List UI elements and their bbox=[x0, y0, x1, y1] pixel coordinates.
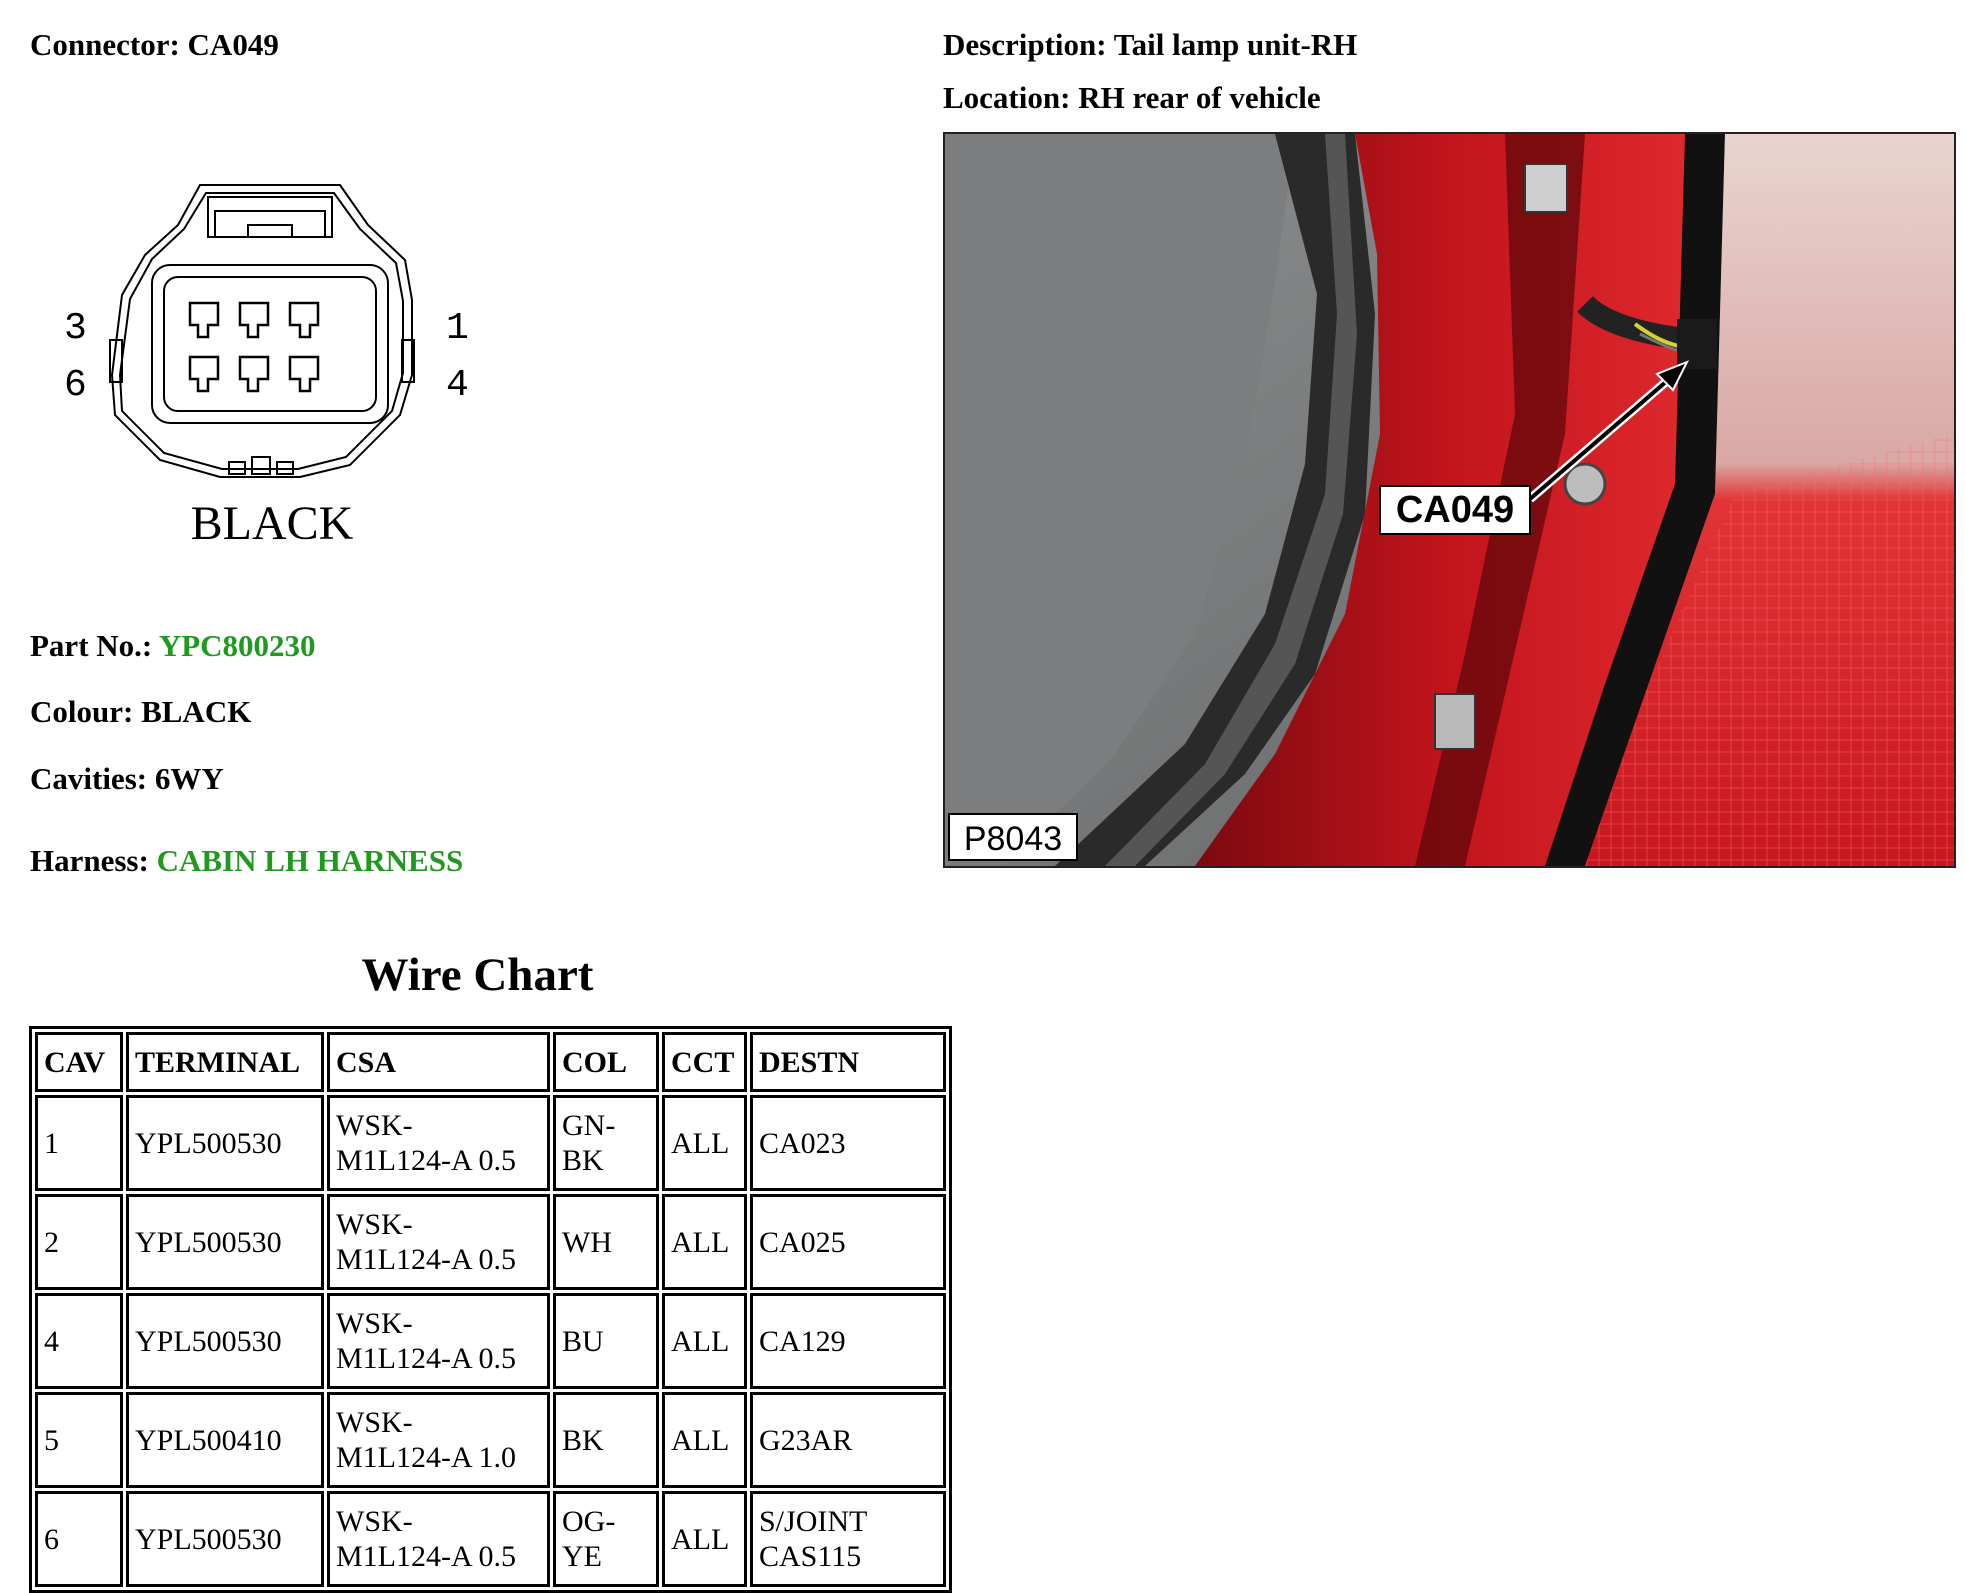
description-label: Description: bbox=[943, 27, 1107, 62]
cell-csa-line-1: WSK- bbox=[336, 1406, 413, 1439]
cell-cav: 4 bbox=[35, 1293, 123, 1389]
cell-csa-line-1: WSK- bbox=[336, 1109, 413, 1142]
cell-cct: ALL bbox=[662, 1392, 747, 1488]
location-photo bbox=[943, 132, 1956, 868]
cell-col-line-1: GN- bbox=[562, 1109, 616, 1142]
colour-line bbox=[30, 696, 251, 727]
cell-csa-line-1: WSK- bbox=[336, 1307, 413, 1340]
cell-csa-line-1: WSK- bbox=[336, 1208, 413, 1241]
cell-cct: ALL bbox=[662, 1095, 747, 1191]
cell-cav: 5 bbox=[35, 1392, 123, 1488]
cell-col bbox=[553, 1392, 659, 1488]
cell-destn-line-1[interactable]: S/JOINT bbox=[759, 1505, 868, 1538]
connector-line bbox=[30, 29, 279, 60]
cell-destn-line-1[interactable]: CA129 bbox=[759, 1324, 846, 1358]
harness-link[interactable]: CABIN LH HARNESS bbox=[156, 843, 464, 878]
pin-label-3: 3 bbox=[64, 307, 87, 350]
pin-label-1: 1 bbox=[446, 307, 469, 350]
cavities-value: 6WY bbox=[154, 761, 224, 796]
cell-cct: ALL bbox=[662, 1491, 747, 1587]
cell-destn bbox=[750, 1293, 946, 1389]
cell-csa bbox=[327, 1392, 550, 1488]
cell-col bbox=[553, 1095, 659, 1191]
header-col: COL bbox=[553, 1032, 659, 1092]
cell-cct: ALL bbox=[662, 1293, 747, 1389]
connector-value: CA049 bbox=[187, 27, 279, 62]
cell-col-line-1: WH bbox=[562, 1225, 612, 1259]
cell-cav: 1 bbox=[35, 1095, 123, 1191]
cell-terminal: YPL500410 bbox=[126, 1392, 324, 1488]
pin-label-6: 6 bbox=[64, 364, 87, 407]
cell-destn-line-1[interactable]: CA023 bbox=[759, 1126, 846, 1160]
cell-csa bbox=[327, 1491, 550, 1587]
table-row bbox=[35, 1095, 946, 1191]
header-destn: DESTN bbox=[750, 1032, 946, 1092]
cell-csa-line-2: M1L124-A 0.5 bbox=[336, 1540, 516, 1573]
wire-chart-table bbox=[29, 1026, 952, 1593]
location-line bbox=[943, 82, 1321, 113]
cell-csa bbox=[327, 1095, 550, 1191]
cell-cav: 2 bbox=[35, 1194, 123, 1290]
cell-terminal: YPL500530 bbox=[126, 1293, 324, 1389]
cell-destn-line-1[interactable]: CA025 bbox=[759, 1225, 846, 1259]
cell-destn bbox=[750, 1491, 946, 1587]
wire-chart-title: Wire Chart bbox=[361, 949, 594, 1001]
wire-chart-header-row bbox=[35, 1032, 946, 1092]
cell-csa-line-2: M1L124-A 0.5 bbox=[336, 1243, 516, 1276]
cell-terminal: YPL500530 bbox=[126, 1491, 324, 1587]
photo-callout-label: CA049 bbox=[1395, 489, 1515, 531]
cell-terminal: YPL500530 bbox=[126, 1194, 324, 1290]
cell-terminal: YPL500530 bbox=[126, 1095, 324, 1191]
cell-csa-line-1: WSK- bbox=[336, 1505, 413, 1538]
part-no-label: Part No.: bbox=[30, 628, 153, 663]
cell-csa-line-2: M1L124-A 0.5 bbox=[336, 1144, 516, 1177]
table-row bbox=[35, 1491, 946, 1587]
cell-csa bbox=[327, 1194, 550, 1290]
part-no-line bbox=[30, 630, 316, 661]
cell-destn bbox=[750, 1095, 946, 1191]
cell-destn bbox=[750, 1392, 946, 1488]
part-no-link[interactable]: YPC800230 bbox=[158, 628, 316, 663]
cell-col-line-1: OG- bbox=[562, 1505, 616, 1538]
cell-destn bbox=[750, 1194, 946, 1290]
cell-cct: ALL bbox=[662, 1194, 747, 1290]
cell-col-line-2: BK bbox=[562, 1144, 604, 1177]
colour-label: Colour: bbox=[30, 694, 134, 729]
connector-label: Connector: bbox=[30, 27, 180, 62]
table-row bbox=[35, 1293, 946, 1389]
cell-col-line-1: BK bbox=[562, 1423, 604, 1457]
colour-value: BLACK bbox=[141, 694, 252, 729]
cell-csa-line-2: M1L124-A 1.0 bbox=[336, 1441, 516, 1474]
cell-col bbox=[553, 1293, 659, 1389]
cell-col-line-2: YE bbox=[562, 1540, 602, 1573]
cavities-line bbox=[30, 763, 224, 794]
cell-destn-line-1[interactable]: G23AR bbox=[759, 1423, 853, 1457]
header-cct: CCT bbox=[662, 1032, 747, 1092]
photo-figure-code: P8043 bbox=[963, 820, 1063, 858]
harness-label: Harness: bbox=[30, 843, 149, 878]
pin-label-4: 4 bbox=[446, 364, 469, 407]
table-row bbox=[35, 1392, 946, 1488]
cell-destn-line-2[interactable]: CAS115 bbox=[759, 1540, 862, 1573]
description-value: Tail lamp unit-RH bbox=[1113, 27, 1358, 62]
cell-col-line-1: BU bbox=[562, 1324, 604, 1358]
diagram-colour-label: BLACK bbox=[190, 497, 354, 550]
cell-col bbox=[553, 1194, 659, 1290]
location-value: RH rear of vehicle bbox=[1078, 80, 1321, 115]
harness-line bbox=[30, 845, 463, 876]
connector-face-diagram bbox=[50, 175, 510, 560]
header-terminal: TERMINAL bbox=[126, 1032, 324, 1092]
header-cav: CAV bbox=[35, 1032, 123, 1092]
cavities-label: Cavities: bbox=[30, 761, 148, 796]
header-csa: CSA bbox=[327, 1032, 550, 1092]
cell-csa bbox=[327, 1293, 550, 1389]
cell-csa-line-2: M1L124-A 0.5 bbox=[336, 1342, 516, 1375]
table-row bbox=[35, 1194, 946, 1290]
cell-cav: 6 bbox=[35, 1491, 123, 1587]
description-line bbox=[943, 29, 1357, 60]
cell-col bbox=[553, 1491, 659, 1587]
location-label: Location: bbox=[943, 80, 1071, 115]
